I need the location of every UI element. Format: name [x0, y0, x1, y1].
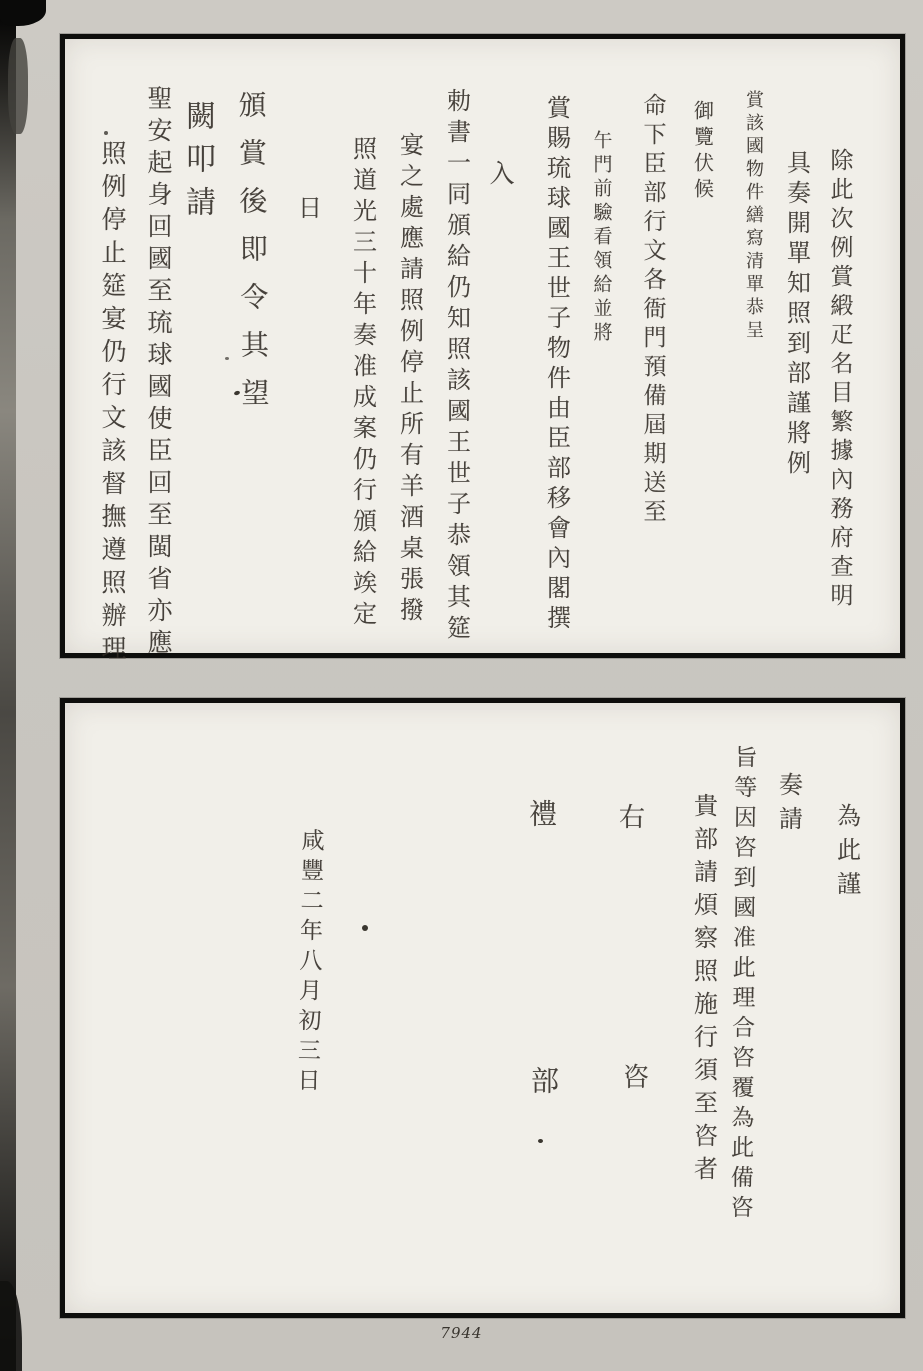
manuscript-column: 勅書一同頒給仍知照該國王世子恭領其筵: [442, 88, 471, 646]
scan-artifact-top-left: [0, 0, 46, 26]
manuscript-column: 御覽伏候: [690, 100, 715, 204]
manuscript-column: 入: [486, 160, 515, 185]
manuscript-column: 闕叩請: [180, 100, 215, 229]
manuscript-column: 聖安起身回國至琉球國使臣回至閩省亦應: [144, 85, 173, 661]
book-binding-shadow: [0, 0, 16, 1371]
manuscript-column: 右: [614, 803, 645, 829]
manuscript-column: 具奏開單知照到部謹將例: [782, 150, 811, 480]
manuscript-column: 奏請: [774, 772, 803, 840]
manuscript-column: 午門前驗看領給並將: [590, 130, 613, 346]
manuscript-column: 頒賞後即令其望: [234, 89, 271, 427]
ink-speck: [104, 131, 108, 135]
page-number: 7944: [440, 1324, 483, 1342]
manuscript-column: 部: [527, 1066, 560, 1094]
manuscript-column: 日: [293, 195, 322, 219]
manuscript-column: 賞賜琉球國王世子物件由臣部移會內閣撰: [542, 95, 571, 635]
ink-speck: [225, 357, 229, 360]
ink-speck: [362, 925, 368, 931]
manuscript-column: 除此次例賞緞疋名目繁據內務府查明: [826, 148, 853, 612]
manuscript-column: 咸豐二年八月初三日: [293, 827, 324, 1099]
manuscript-column: 咨: [618, 1063, 649, 1089]
manuscript-column: 照例停止筵宴仍行文該督撫遵照辦理: [98, 140, 127, 668]
manuscript-column: 宴之處應請照例停止所有羊酒桌張撥: [395, 132, 424, 628]
scan-artifact-left: [8, 38, 28, 134]
manuscript-column: 為此謹: [832, 803, 861, 905]
manuscript-column: 賞該國物件繕寫清單恭呈: [743, 90, 764, 343]
manuscript-column: 禮: [525, 799, 558, 827]
ink-speck: [538, 1139, 543, 1143]
manuscript-column: 命下臣部行文各衙門預備屆期送至: [639, 93, 666, 528]
manuscript-column: 貴部請煩察照施行須至咨者: [689, 793, 718, 1189]
manuscript-column: 旨等因咨到國准此理合咨覆為此備咨: [726, 744, 757, 1226]
manuscript-column: 照道光三十年奏准成案仍行頒給竢定: [348, 136, 377, 632]
